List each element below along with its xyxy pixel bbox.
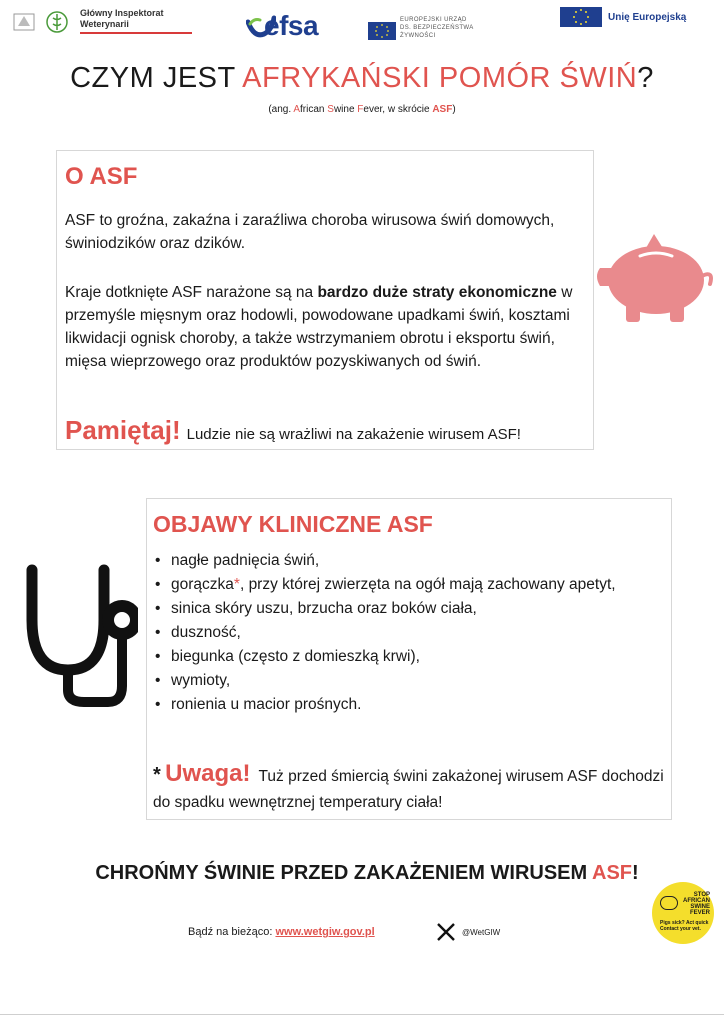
title-part1: CZYM JEST <box>70 62 243 94</box>
warning-note <box>153 761 665 816</box>
gi-divider <box>80 32 192 34</box>
sub-s3: wine <box>333 104 358 115</box>
sub-s4: ever, w skrócie <box>363 104 433 115</box>
symptoms-list <box>153 549 663 717</box>
symptom-item: • sinica skóry uszu, brzucha oraz boków ciała, <box>153 597 663 621</box>
badge-swine: SWINE <box>690 904 710 910</box>
x-handle-text: @WetGIW <box>462 927 501 937</box>
gi-line1: Główny Inspektorat <box>80 8 164 18</box>
sub-a: A <box>293 104 301 115</box>
symptom-item <box>153 573 663 597</box>
cta-end: ! <box>632 862 639 884</box>
sub-s5: ) <box>452 104 456 115</box>
symptom-item: • biegunka (często z domieszką krwi), <box>153 645 663 669</box>
stethoscope-icon <box>18 560 138 710</box>
eu-badge <box>560 6 686 28</box>
gi-name <box>80 8 164 30</box>
piggy-bank-icon <box>594 232 718 326</box>
about-p2-end: w przemyśle mięsnym oraz hodowli, powodowane upadkami świń, kosztami likwidacji ognisk choroby, a także wstrzymaniem obrotu i eksportu świń, mięsa wieprzowego oraz produktów pozyskiwanych od świń. <box>65 284 573 370</box>
symptom-fever-rest: , przy której zwierzęta na ogół mają zachowany apetyt, <box>239 576 616 593</box>
symptom-fever-star: * <box>233 576 240 593</box>
symptom-fever: gorączka <box>171 576 234 593</box>
follow-label: Bądź na bieżąco: <box>188 926 276 938</box>
pig-face-icon <box>660 896 678 910</box>
sub-f: F <box>357 104 364 115</box>
page-title <box>0 62 724 95</box>
call-to-action <box>0 862 724 885</box>
symptom-item: • nagłe padnięcia świń, <box>153 549 663 573</box>
page-subtitle <box>0 104 724 115</box>
website-link[interactable]: www.wetgiw.gov.pl <box>275 926 375 938</box>
cta-text: CHROŃMY ŚWINIE PRZED ZAKAŻENIEM WIRUSEM <box>95 862 592 884</box>
warning-label: Uwaga! <box>165 760 251 787</box>
about-asf-box <box>56 150 594 450</box>
remember-note <box>65 415 521 446</box>
follow-line <box>188 926 375 938</box>
about-paragraph-1: ASF to groźna, zakaźna i zaraźliwa choroba wirusowa świń domowych, świniodzików oraz dzików. <box>65 212 555 252</box>
badge-line1: Pigs sick? Act quick <box>660 920 709 926</box>
remember-text: Ludzie nie są wrażliwi na zakażenie wirusem ASF! <box>186 426 521 443</box>
symptoms-box <box>146 498 672 820</box>
about-p2-bold: bardzo duże straty ekonomiczne <box>317 284 557 301</box>
x-logo-icon <box>436 922 456 942</box>
efsa-wordmark: efsa <box>264 10 319 41</box>
badge-line2: Contact your vet. <box>660 926 701 932</box>
gi-logo-block <box>8 4 188 38</box>
cta-asf: ASF <box>592 862 632 884</box>
symptom-item: • duszność, <box>153 621 663 645</box>
warning-text: Tuż przed śmiercią świni zakażonej wirusem ASF dochodzi do spadku wewnętrznej temperatury ciała! <box>153 768 664 811</box>
title-part3: ? <box>637 62 654 94</box>
sub-asf: ASF <box>432 104 453 115</box>
efsa-sub-line1: EUROPEJSKI URZĄD <box>400 17 467 23</box>
symptom-item: • ronienia u macior prośnych. <box>153 693 663 717</box>
symptom-item: • wymioty, <box>153 669 663 693</box>
efsa-subtitle <box>400 16 474 40</box>
about-paragraph-2 <box>65 281 585 373</box>
badge-african: AFRICAN <box>683 898 710 904</box>
warning-star: * <box>153 764 161 786</box>
badge-stop: STOP <box>693 892 710 898</box>
gi-caduceus-icon <box>42 10 72 34</box>
stop-asf-badge <box>652 882 714 944</box>
bottom-divider <box>0 1014 724 1015</box>
sub-s1: (ang. <box>268 104 294 115</box>
efsa-eu-flag-icon <box>368 22 396 40</box>
gi-emblems <box>12 10 72 34</box>
badge-bottom-text <box>660 920 710 932</box>
symptoms-heading: OBJAWY KLINICZNE ASF <box>153 511 433 537</box>
x-account[interactable] <box>436 922 500 942</box>
remember-label: Pamiętaj! <box>65 415 181 445</box>
about-heading: O ASF <box>65 163 138 190</box>
badge-fever: FEVER <box>689 910 710 916</box>
eu-flag-icon <box>560 7 602 27</box>
title-highlight: AFRYKAŃSKI POMÓR ŚWIŃ <box>242 62 638 94</box>
sub-s: S <box>327 104 334 115</box>
efsa-logo <box>246 6 476 46</box>
gi-line2: Weterynarii <box>80 19 129 29</box>
efsa-sub-line2: DS. BEZPIECZEŃSTWA <box>400 25 474 31</box>
efsa-sub-line3: ŻYWNOŚCI <box>400 33 436 39</box>
about-p2-start: Kraje dotknięte ASF narażone są na <box>65 284 318 301</box>
eu-label: Unię Europejską <box>608 11 687 23</box>
sub-s2: frican <box>300 104 328 115</box>
gi-emblem-icon <box>12 10 38 32</box>
badge-top-text <box>680 892 710 916</box>
